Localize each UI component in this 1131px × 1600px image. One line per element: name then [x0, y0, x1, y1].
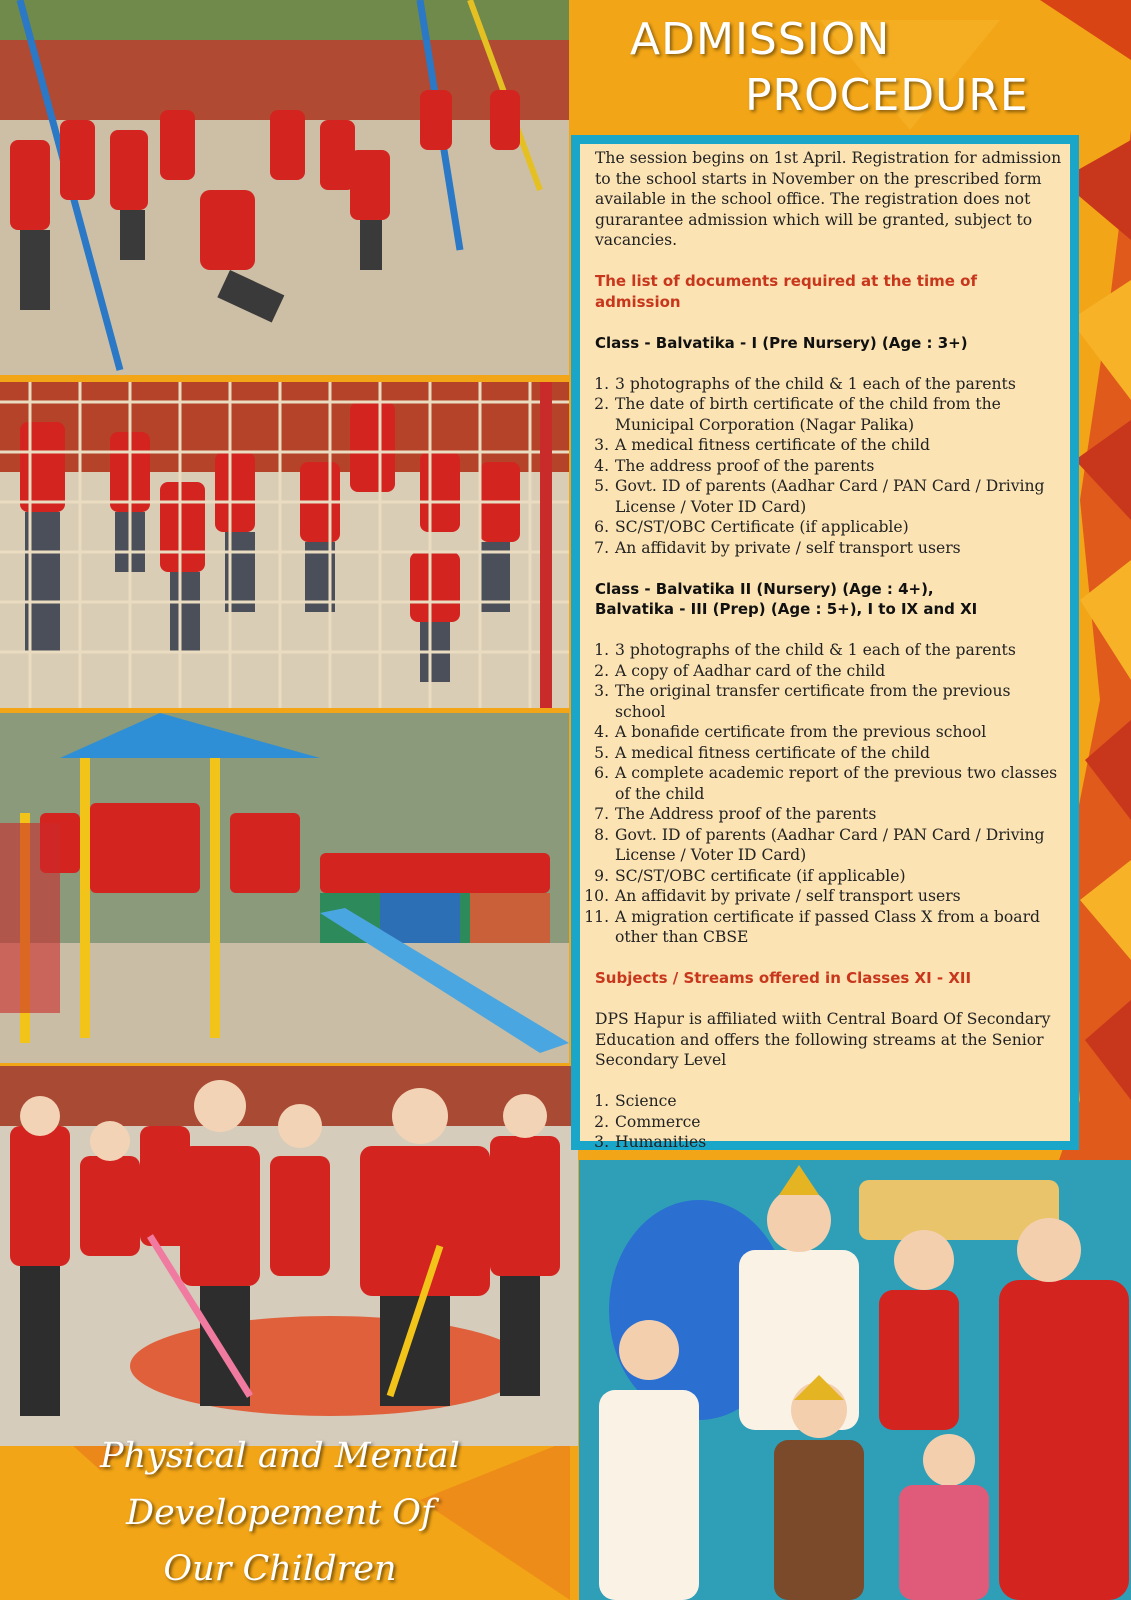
list-item: 2. Commerce — [614, 1112, 1065, 1133]
class-pre-nursery-heading: Class - Balvatika - I (Pre Nursery) (Age : 3+) — [595, 333, 968, 352]
pre-nursery-document-list — [595, 374, 1065, 559]
list-item: 3. A medical fitness certificate of the child — [614, 435, 1065, 456]
list-item: 5. Govt. ID of parents (Aadhar Card / PAN Card / Driving License / Voter ID Card) — [614, 476, 1065, 517]
list-item: 10. An affidavit by private / self transport users — [614, 886, 1065, 907]
list-item: 7. The Address proof of the parents — [614, 804, 1065, 825]
list-item: 5. A medical fitness certificate of the child — [614, 743, 1065, 764]
list-item: 4. The address proof of the parents — [614, 456, 1065, 477]
list-item: 3. Humanities — [614, 1132, 1065, 1153]
photo-children-on-merry-go-round — [0, 1066, 578, 1446]
intro-paragraph: The session begins on 1st April. Registration for admission to the school starts in November on the prescribed form available in the school office. The registration does not gurarantee admission which will be granted, subject to vacancies. — [595, 149, 1062, 249]
photo-janmashtami-celebration — [579, 1160, 1131, 1600]
title-admission: ADMISSION — [630, 14, 891, 65]
list-item: 6. A complete academic report of the previous two classes of the child — [614, 763, 1065, 804]
class-nursery-onwards-heading-1: Class - Balvatika II (Nursery) (Age : 4+), — [595, 579, 934, 598]
documents-heading: The list of documents required at the time of admission — [595, 272, 977, 311]
streams-heading: Subjects / Streams offered in Classes XI - XII — [595, 969, 972, 987]
list-item: 3. The original transfer certificate from the previous school — [614, 681, 1065, 722]
content-panel — [580, 144, 1070, 1151]
photo-children-on-rope-net — [0, 382, 569, 708]
photo-children-on-swings — [0, 0, 569, 375]
caption-line-3: Our Children — [163, 1549, 397, 1589]
list-item: 1. Science — [614, 1091, 1065, 1112]
streams-paragraph: DPS Hapur is affiliated wiith Central Board Of Secondary Education and offers the following streams at the Senior Secondary Level — [595, 1010, 1051, 1069]
caption-line-2: Developement Of — [126, 1493, 434, 1533]
list-item: 2. The date of birth certificate of the child from the Municipal Corporation (Nagar Palika) — [614, 394, 1065, 435]
list-item: 8. Govt. ID of parents (Aadhar Card / PAN Card / Driving License / Voter ID Card) — [614, 825, 1065, 866]
list-item: 4. A bonafide certificate from the previous school — [614, 722, 1065, 743]
caption-line-1: Physical and Mental — [100, 1436, 460, 1476]
class-nursery-onwards-heading-2: Balvatika - III (Prep) (Age : 5+), I to IX and XI — [595, 600, 978, 618]
list-item: 11. A migration certificate if passed Class X from a board other than CBSE — [614, 907, 1065, 948]
nursery-onwards-document-list — [595, 640, 1065, 948]
list-item: 9. SC/ST/OBC certificate (if applicable) — [614, 866, 1065, 887]
list-item: 1. 3 photographs of the child & 1 each of the parents — [614, 374, 1065, 395]
photo-children-in-playhouse — [0, 713, 569, 1063]
list-item: 7. An affidavit by private / self transport users — [614, 538, 1065, 559]
list-item: 2. A copy of Aadhar card of the child — [614, 661, 1065, 682]
streams-list — [595, 1091, 1065, 1153]
list-item: 6. SC/ST/OBC Certificate (if applicable) — [614, 517, 1065, 538]
list-item: 1. 3 photographs of the child & 1 each of the parents — [614, 640, 1065, 661]
title-procedure: PROCEDURE — [745, 70, 1029, 121]
